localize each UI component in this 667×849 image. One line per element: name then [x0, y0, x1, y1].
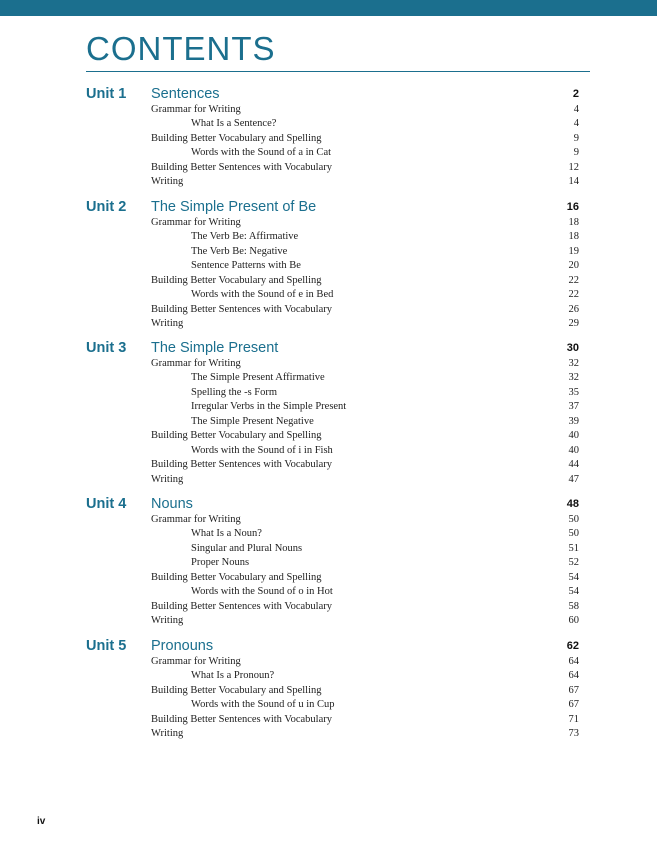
toc-entry-sentences[interactable]	[86, 458, 579, 472]
entry-page: 32	[568, 372, 579, 384]
entry-page: 37	[568, 401, 579, 413]
entry-text: Spelling the -s Form	[191, 386, 278, 398]
toc-subentry[interactable]	[86, 371, 579, 385]
entry-text: Singular and Plural Nouns	[191, 542, 303, 554]
entry-page: 47	[568, 473, 579, 485]
toc-subentry[interactable]	[86, 415, 579, 429]
entry-page: 54	[568, 571, 579, 583]
unit-heading	[86, 496, 579, 513]
toc-entry-writing[interactable]	[86, 614, 579, 628]
unit-title: Sentences	[151, 86, 220, 102]
toc-subentry[interactable]	[86, 245, 579, 259]
unit-label: Unit 3	[86, 340, 127, 356]
toc-entry-grammar[interactable]	[86, 655, 579, 669]
toc-entry-sentences[interactable]	[86, 161, 579, 175]
toc-subentry[interactable]	[86, 585, 579, 599]
toc-entry-sentences[interactable]	[86, 600, 579, 614]
page-title: CONTENTS	[86, 30, 276, 67]
entry-page: 22	[568, 289, 579, 301]
entry-text: Building Better Sentences with Vocabulary	[151, 459, 332, 471]
entry-page: 4	[573, 104, 579, 115]
entry-text: Building Better Vocabulary and Spelling	[151, 132, 322, 144]
toc-subentry[interactable]	[86, 542, 579, 556]
entry-text: What Is a Pronoun?	[191, 670, 275, 682]
page-folio: iv	[37, 816, 46, 827]
unit-label: Unit 5	[86, 638, 127, 654]
toc-entry-grammar[interactable]	[86, 216, 579, 230]
entry-text: Words with the Sound of e in Bed	[191, 289, 334, 301]
entry-page: 67	[568, 699, 579, 711]
entry-page: 22	[568, 274, 579, 286]
entry-page: 12	[568, 161, 579, 173]
toc-entry-vocabulary[interactable]	[86, 274, 579, 288]
entry-page: 4	[573, 118, 579, 130]
entry-page: 60	[568, 615, 579, 627]
entry-text: Words with the Sound of u in Cup	[191, 699, 335, 711]
unit-page-number: 30	[566, 342, 579, 354]
entry-page: 20	[568, 260, 579, 272]
unit-title: The Simple Present	[151, 340, 279, 356]
entry-page: 18	[568, 217, 579, 228]
unit-label: Unit 4	[86, 496, 127, 512]
entry-text: What Is a Noun?	[191, 528, 262, 540]
entry-page: 32	[568, 358, 579, 369]
entry-page: 9	[573, 132, 579, 144]
toc-entry-sentences[interactable]	[86, 713, 579, 727]
unit-2-section	[86, 199, 579, 332]
entry-page: 50	[568, 514, 579, 525]
entry-text: Irregular Verbs in the Simple Present	[191, 401, 347, 413]
toc-subentry[interactable]	[86, 669, 579, 683]
entry-text: Building Better Vocabulary and Spelling	[151, 430, 322, 442]
unit-heading	[86, 199, 579, 216]
toc-subentry[interactable]	[86, 556, 579, 570]
entry-text: The Simple Present Negative	[191, 415, 314, 427]
toc-entry-writing[interactable]	[86, 175, 579, 189]
toc-subentry[interactable]	[86, 230, 579, 244]
entry-text: Words with the Sound of i in Fish	[191, 444, 333, 456]
unit-page-number: 62	[566, 640, 579, 652]
toc-entry-sentences[interactable]	[86, 303, 579, 317]
header-band	[0, 0, 657, 16]
toc-entry-vocabulary[interactable]	[86, 429, 579, 443]
toc-subentry[interactable]	[86, 259, 579, 273]
toc-subentry[interactable]	[86, 444, 579, 458]
toc-subentry[interactable]	[86, 698, 579, 712]
unit-title: The Simple Present of Be	[151, 199, 317, 215]
entry-text: Building Better Sentences with Vocabulary	[151, 600, 332, 612]
entry-page: 51	[568, 542, 579, 554]
entry-page: 64	[568, 656, 579, 667]
entry-page: 50	[568, 528, 579, 540]
entry-page: 40	[568, 430, 579, 442]
unit-page-number: 16	[566, 201, 579, 213]
toc-entry-vocabulary[interactable]	[86, 684, 579, 698]
toc-subentry[interactable]	[86, 527, 579, 541]
unit-label: Unit 1	[86, 86, 127, 102]
entry-page: 19	[568, 245, 579, 257]
toc-entry-writing[interactable]	[86, 317, 579, 331]
entry-text: Grammar for Writing	[151, 217, 241, 228]
entry-page: 54	[568, 586, 579, 598]
entry-page: 52	[568, 557, 579, 569]
entry-text: Words with the Sound of a in Cat	[191, 147, 332, 159]
toc-subentry[interactable]	[86, 400, 579, 414]
entry-page: 71	[568, 713, 579, 725]
toc-entry-vocabulary[interactable]	[86, 571, 579, 585]
entry-text: Writing	[151, 473, 184, 485]
entry-text: Writing	[151, 318, 184, 330]
unit-title: Pronouns	[151, 638, 214, 654]
entry-text: Building Better Vocabulary and Spelling	[151, 571, 322, 583]
entry-text: Building Better Sentences with Vocabulary	[151, 161, 332, 173]
entry-text: Writing	[151, 615, 184, 627]
entry-page: 73	[568, 728, 579, 740]
unit-page-number: 2	[572, 88, 579, 100]
entry-text: Writing	[151, 176, 184, 188]
unit-heading	[86, 86, 579, 103]
unit-label: Unit 2	[86, 199, 127, 215]
toc-subentry[interactable]	[86, 288, 579, 302]
toc-entry-writing[interactable]	[86, 473, 579, 487]
toc-entry-grammar[interactable]	[86, 357, 579, 371]
toc-subentry[interactable]	[86, 146, 579, 160]
entry-text: Grammar for Writing	[151, 104, 241, 115]
unit-5-section	[86, 638, 579, 742]
entry-page: 9	[573, 147, 579, 159]
entry-text: What Is a Sentence?	[191, 118, 277, 130]
unit-4-section	[86, 496, 579, 629]
title-rule	[86, 71, 590, 72]
toc-entry-vocabulary[interactable]	[86, 132, 579, 146]
entry-text: The Verb Be: Affirmative	[191, 231, 299, 243]
entry-page: 39	[568, 415, 579, 427]
entry-page: 26	[568, 303, 579, 315]
toc-subentry[interactable]	[86, 386, 579, 400]
entry-text: Proper Nouns	[191, 557, 250, 569]
entry-text: Sentence Patterns with Be	[191, 260, 301, 272]
entry-text: Writing	[151, 728, 184, 740]
entry-page: 64	[568, 670, 579, 682]
entry-text: Words with the Sound of o in Hot	[191, 586, 333, 598]
toc-entry-grammar[interactable]	[86, 513, 579, 527]
unit-3-section	[86, 340, 579, 487]
entry-text: Building Better Sentences with Vocabulary	[151, 303, 332, 315]
unit-1-section	[86, 86, 579, 190]
entry-text: Building Better Vocabulary and Spelling	[151, 684, 322, 696]
entry-page: 18	[568, 231, 579, 243]
entry-text: Building Better Sentences with Vocabulary	[151, 713, 332, 725]
unit-heading	[86, 340, 579, 357]
entry-text: The Verb Be: Negative	[191, 245, 288, 257]
unit-page-number: 48	[566, 498, 579, 510]
entry-page: 29	[568, 318, 579, 330]
entry-text: The Simple Present Affirmative	[191, 372, 325, 384]
entry-page: 58	[568, 600, 579, 612]
entry-page: 40	[568, 444, 579, 456]
unit-title: Nouns	[151, 496, 193, 512]
entry-text: Grammar for Writing	[151, 514, 241, 525]
toc-entry-writing[interactable]	[86, 727, 579, 741]
entry-page: 35	[568, 386, 579, 398]
toc-entry-grammar[interactable]	[86, 103, 579, 117]
entry-page: 14	[568, 176, 579, 188]
unit-heading	[86, 638, 579, 655]
toc-subentry[interactable]	[86, 117, 579, 131]
entry-text: Grammar for Writing	[151, 656, 241, 667]
entry-page: 44	[568, 459, 579, 471]
entry-page: 67	[568, 684, 579, 696]
entry-text: Grammar for Writing	[151, 358, 241, 369]
entry-text: Building Better Vocabulary and Spelling	[151, 274, 322, 286]
